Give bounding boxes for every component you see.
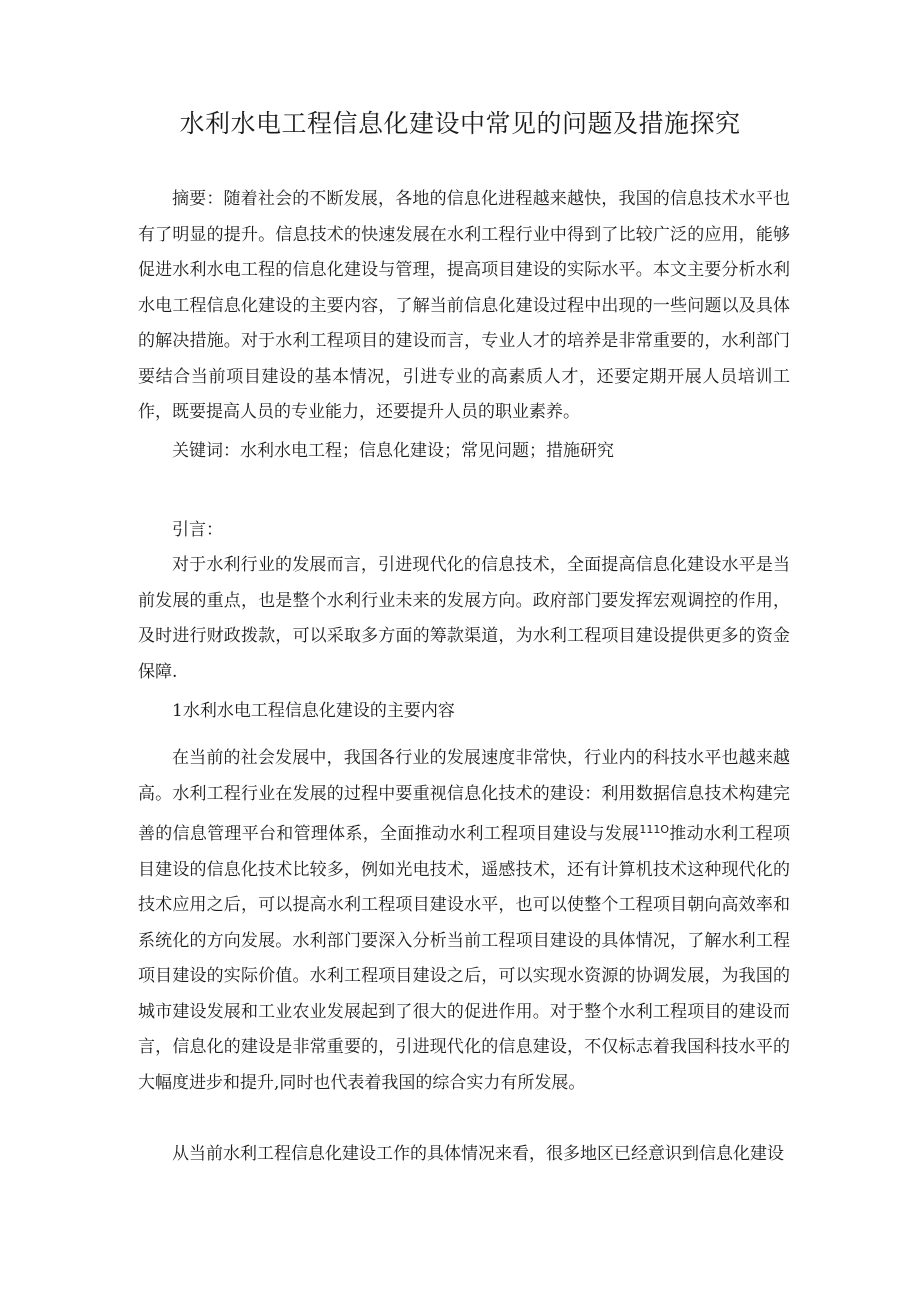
section-paragraph: [138, 741, 790, 1101]
keywords-line: 关键词：水利水电工程；信息化建设；常见问题；措施研究: [172, 441, 614, 461]
continuation-paragraph: 从当前水利工程信息化建设工作的具体情况来看，很多地区已经意识到信息化建设: [172, 1144, 784, 1164]
section-paragraph-part1: 在当前的社会发展中，我国各行业的发展速度非常快，行业内的科技水平也越来越高。水利工程行业在发展的过程中要重视信息化技术的建设：利用数据信息技术构建完善的信息管理平台和管理体系，全面推动水利工程项目建设与发展: [138, 748, 790, 844]
citation-mark: 111O: [639, 823, 669, 836]
intro-label: 引言：: [172, 520, 223, 540]
section-paragraph-part2: 推动水利工程项目建设的信息化技术比较多，例如光电技术，遥感技术，还有计算机技术这种现代化的技术应用之后，可以提高水利工程项目建设水平，也可以使整个工程项目朝向高效率和系统化的方向发展。水利部门要深入分析当前工程项目建设的具体情况，了解水利工程项目建设的实际价值。水利工程项目建设之后，可以实现水资源的协调发展，为我国的城市建设发展和工业农业发展起到了很大的促进作用。对于整个水利工程项目的建设而言，信息化的建设是非常重要的，引进现代化的信息建设，不仅标志着我国科技水平的大幅度进步和提升,同时也代表着我国的综合实力有所发展。: [138, 824, 791, 1093]
document-title: 水利水电工程信息化建设中常见的问题及措施探究: [179, 109, 741, 138]
intro-paragraph: 对于水利行业的发展而言，引进现代化的信息技术，全面提高信息化建设水平是当前发展的重点，也是整个水利行业未来的发展方向。政府部门要发挥宏观调控的作用，及时进行财政拨款，可以采取多方面的筹款渠道，为水利工程项目建设提供更多的资金保障.: [138, 555, 790, 682]
abstract-paragraph: 摘要：随着社会的不断发展，各地的信息化进程越来越快，我国的信息技术水平也有了明显的提升。信息技术的快速发展在水利工程行业中得到了比较广泛的应用，能够促进水利水电工程的信息化建设与管理，提高项目建设的实际水平。本文主要分析水利水电工程信息化建设的主要内容，了解当前信息化建设过程中出现的一些问题以及具体的解决措施。对于水利工程项目的建设而言，专业人才的培养是非常重要的，水利部门要结合当前项目建设的基本情况，引进专业的高素质人才，还要定期开展人员培训工作，既要提高人员的专业能力，还要提升人员的职业素养。: [138, 189, 790, 422]
section-heading: 1水利水电工程信息化建设的主要内容: [172, 701, 455, 721]
